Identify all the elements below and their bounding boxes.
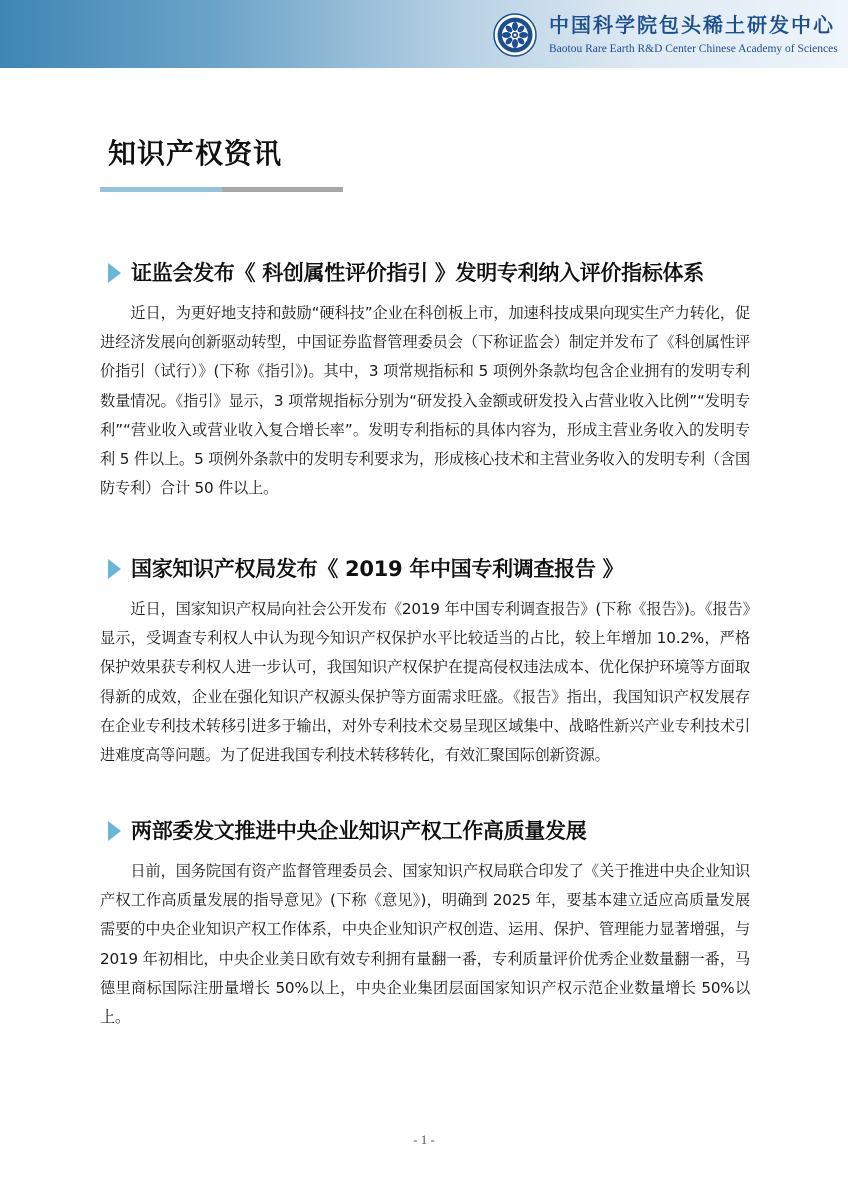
article-section-3 — [100, 815, 750, 1032]
title-underline-blue — [100, 187, 222, 192]
triangle-bullet-icon — [108, 821, 121, 841]
cas-logo — [493, 13, 537, 57]
section-body: 近日，国家知识产权局向社会公开发布《2019 年中国专利调查报告》(下称《报告》)。《报告》显示，受调查专利权人中认为现今知识产权保护水平比较适当的占比，较上年增加 10.2%，严格保护效果获专利权人进一步认可，我国知识产权保护在提高侵权违法成本、优化保护环境等方面取得新的成效，企业在强化知识产权源头保护等方面需求旺盛。《报告》指出，我国知识产权发展存在企业专利技术转移引进多于输出，对外专利技术交易呈现区域集中、战略性新兴产业专利技术引进难度高等问题。为了促进我国专利技术转移转化，有效汇聚国际创新资源。 — [100, 600, 750, 765]
section-title: 两部委发文推进中央企业知识产权工作高质量发展 — [131, 819, 587, 843]
org-name-en: Baotou Rare Earth R&D Center Chinese Academy of Sciences — [549, 43, 838, 55]
page-number: - 1 - — [413, 1132, 435, 1147]
org-name-cn: 中国科学院包头稀土研发中心 — [549, 13, 835, 37]
article-section-2 — [100, 553, 750, 770]
section-title: 国家知识产权局发布《 2019 年中国专利调查报告 》 — [131, 557, 624, 581]
section-title: 证监会发布《 科创属性评价指引 》发明专利纳入评价指标体系 — [131, 261, 704, 285]
triangle-bullet-icon — [108, 263, 121, 283]
section-heading — [100, 257, 750, 289]
section-body: 日前，国务院国有资产监督管理委员会、国家知识产权局联合印发了《关于推进中央企业知识产权工作高质量发展的指导意见》(下称《意见》)，明确到 2025 年，要基本建立适应高质量发展需要的中央企业知识产权工作体系，中央企业知识产权创造、运用、保护、管理能力显著增强，与 2019 年初相比，中央企业美日欧有效专利拥有量翻一番，专利质量评价优秀企业数量翻一番，马德里商标国际注册量增长 50%以上，中央企业集团层面国家知识产权示范企业数量增长 50%以上。 — [100, 862, 750, 1027]
article-section-1 — [100, 257, 750, 503]
section-heading — [100, 815, 750, 847]
triangle-bullet-icon — [108, 559, 121, 579]
section-heading — [100, 553, 750, 585]
section-body: 近日，为更好地支持和鼓励“硬科技”企业在科创板上市，加速科技成果向现实生产力转化，促进经济发展向创新驱动转型，中国证券监督管理委员会（下称证监会）制定并发布了《科创属性评价指引（试行）》(下称《指引》)。其中，3 项常规指标和 5 项例外条款均包含企业拥有的发明专利数量情况。《指引》显示，3 项常规指标分别为“研发投入金额或研发投入占营业收入比例”“发明专利”“营业收入或营业收入复合增长率”。发明专利指标的具体内容为，形成主营业务收入的发明专利 5 件以上。5 项例外条款中的发明专利要求为，形成核心技术和主营业务收入的发明专利（含国防专利）合计 50 件以上。 — [100, 304, 750, 498]
title-underline-gray — [222, 187, 343, 192]
page-title: 知识产权资讯 — [108, 137, 283, 170]
